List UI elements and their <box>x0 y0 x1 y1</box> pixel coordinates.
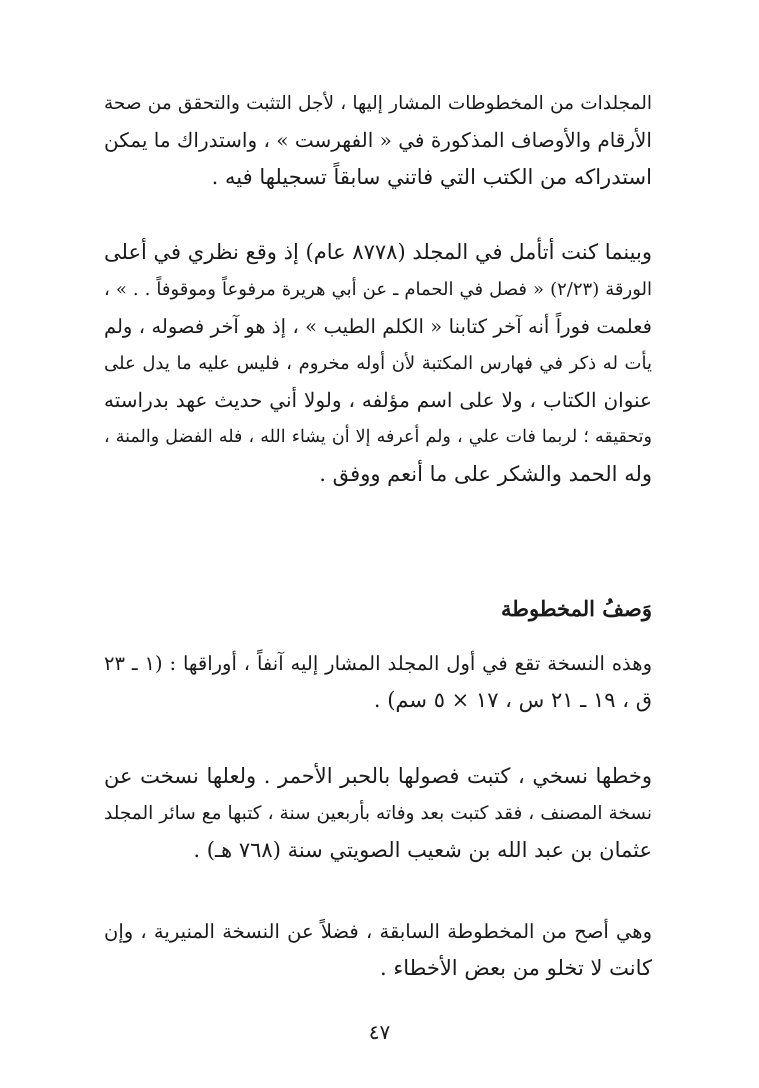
text-line: يأت له ذكر في فهارس المكتبة لأن أوله مخروم ، فليس عليه ما يدل على <box>104 353 652 374</box>
text-line: الأرقام والأوصاف المذكورة في « الفهرست » ، واستدراك ما يمكن <box>104 128 652 152</box>
paragraph-4 <box>104 758 652 869</box>
text-line: وتحقيقه ؛ لربما فات علي ، ولم أعرفه إلا أن يشاء الله ، فله الفضل والمنة ، <box>104 427 652 447</box>
paragraph-1 <box>104 85 652 196</box>
paragraph-5 <box>104 913 652 987</box>
text-line: المجلدات من المخطوطات المشار إليها ، لأجل التثبت والتحقق من صحة <box>104 93 652 114</box>
text-line: نسخة المصنف ، فقد كتبت بعد وفاته بأربعين سنة ، كتبها مع سائر المجلد <box>104 803 652 824</box>
text-line: وخطها نسخي ، كتبت فصولها بالحبر الأحمر . ولعلها نسخت عن <box>104 764 652 788</box>
text-line: استدراكه من الكتب التي فاتني سابقاً تسجيلها فيه . <box>211 165 652 189</box>
text-line: فعلمت فوراً أنه آخر كتابنا « الكلم الطيب » ، إذ هو آخر فصوله ، ولم <box>104 315 652 338</box>
section-heading: وَصفُ المخطوطة <box>501 596 652 621</box>
text-line: الورقة (٢/٢٣) « فصل في الحمام ـ عن أبي هريرة مرفوعاً وموقوفاً . . » ، <box>104 279 652 300</box>
paragraph-2 <box>104 234 652 493</box>
text-line: وهي أصح من المخطوطة السابقة ، فضلاً عن النسخة المنيرية ، وإن <box>104 920 652 943</box>
text-line: عثمان بن عبد الله بن شعيب الصويتي سنة (٧٦٨ هـ) . <box>193 838 652 862</box>
text-line: كانت لا تخلو من بعض الأخطاء . <box>380 956 652 980</box>
text-line: عنوان الكتاب ، ولا على اسم مؤلفه ، ولولا أني حديث عهد بدراسته <box>104 388 652 412</box>
text-line: وله الحمد والشكر على ما أنعم ووفق . <box>319 462 652 486</box>
text-line: ق ، ١٩ ـ ٢١ س ، ١٧ × ٥ سم) . <box>373 688 652 712</box>
page-number: ٤٧ <box>368 1020 391 1044</box>
text-line: وهذه النسخة تقع في أول المجلد المشار إليه آنفاً ، أوراقها : (١ ـ ٢٣ <box>104 652 652 675</box>
text-line: وبينما كنت أتأمل في المجلد (٨٧٧٨ عام) إذ وقع نظري في أعلى <box>104 240 652 264</box>
paragraph-3 <box>104 645 652 719</box>
